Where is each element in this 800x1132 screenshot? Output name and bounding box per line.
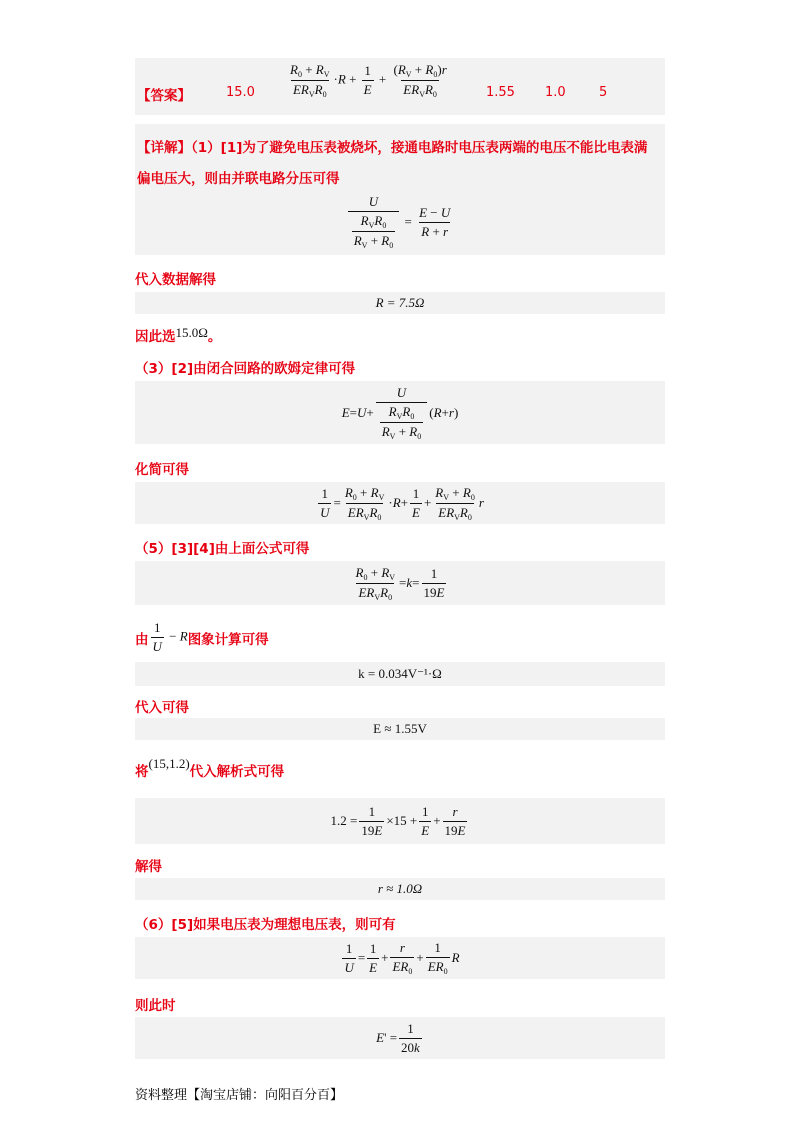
part6-text: （6）[5]如果电压表为理想电压表，则可有 [135, 917, 396, 933]
r-small-text: r ≈ 1.0Ω [377, 881, 423, 896]
detail-label: 【详解】 [137, 140, 191, 156]
r-result-text: R = 7.5Ω [375, 295, 425, 310]
e-result-text: E ≈ 1.55V [373, 721, 427, 736]
put-pre: 将 [135, 764, 149, 780]
choose-text: 因此选 [135, 329, 176, 345]
answer-value-4: 5 [599, 85, 608, 100]
k-result [135, 662, 665, 686]
solve-text: 解得 [135, 859, 162, 875]
detail-text-1: （1）[1]为了避免电压表被烧坏，接通电路时电压表两端的电压不能比电表满 [191, 140, 648, 156]
put-line [135, 756, 284, 780]
substitute2-text: 代入可得 [135, 700, 189, 716]
from-graph-line [135, 620, 269, 655]
part5-text: （5）[3][4]由上面公式可得 [135, 541, 310, 557]
formula-ohm: E = U + $\frac{U}{\frac{R_VR_0}{R_V + R_0}}$ ( R + r ) [341, 384, 459, 441]
choose-end: 。 [207, 329, 222, 345]
from-graph-post: 图象计算可得 [187, 631, 269, 648]
part3-text: （3）[2]由闭合回路的欧姆定律可得 [135, 361, 356, 377]
then-text: 则此时 [135, 998, 176, 1014]
r-result [135, 292, 665, 314]
put-post: 代入解析式可得 [189, 764, 285, 780]
detail-line2: 偏电压大，则由并联电路分压可得 [137, 171, 340, 187]
detail-line1 [137, 136, 647, 156]
formula-simplified: $\frac{1}{U}$ = $\frac{R_0 + R_V}{ER_VR_0}$ · R + $\frac{1}{E}$ + $\frac{R_V + R_0}{ER_VR_0}$ r [320, 484, 484, 522]
put-point: (15,1.2) [148, 756, 190, 771]
formula-k: $\frac{R_0 + R_V}{ER_VR_0}$ = k = $\frac{1}{19E}$ [355, 564, 445, 602]
answer-label: 【答案】 [137, 88, 191, 104]
graph-label: $\frac{1}{U}$ − R [152, 620, 188, 654]
simplify-text: 化简可得 [135, 462, 189, 478]
k-result-text: k = 0.034V⁻¹·Ω [358, 666, 442, 681]
choose-line [135, 325, 221, 345]
choose-value: 15.0Ω [175, 325, 208, 340]
answer-value-2: 1.55 [486, 85, 515, 100]
answer-value-1: 15.0 [226, 85, 255, 100]
e-result [135, 718, 665, 740]
formula-eprime: E ' = $\frac{1}{20k}$ [376, 1020, 420, 1055]
footer-text: 资料整理【淘宝店铺：向阳百分百】 [135, 1088, 344, 1103]
answer-formula: $\frac{R_0 + R_V}{ER_VR_0}$ ·R + $\frac{1}{E}$ + $\frac{(R_V + R_0)r}{ER_VR_0}$ [290, 62, 447, 99]
from-graph-pre: 由 [135, 631, 149, 648]
formula-solve: 1.2 = $\frac{1}{19E}$ ×15 + $\frac{1}{E}$ + $\frac{r}{19E}$ [330, 803, 466, 838]
r-small-result [135, 878, 665, 900]
formula-divider: $\frac{U}{\frac{R_VR_0}{R_V + R_0}}$ = $\frac{E - U}{R + r}$ [135, 193, 665, 251]
substitute-text: 代入数据解得 [135, 272, 216, 288]
answer-value-3: 1.0 [545, 85, 566, 100]
formula-ideal: $\frac{1}{U}$ = $\frac{1}{E}$ + $\frac{r}{ER_0}$ + $\frac{1}{ER_0}$ R [344, 940, 460, 976]
